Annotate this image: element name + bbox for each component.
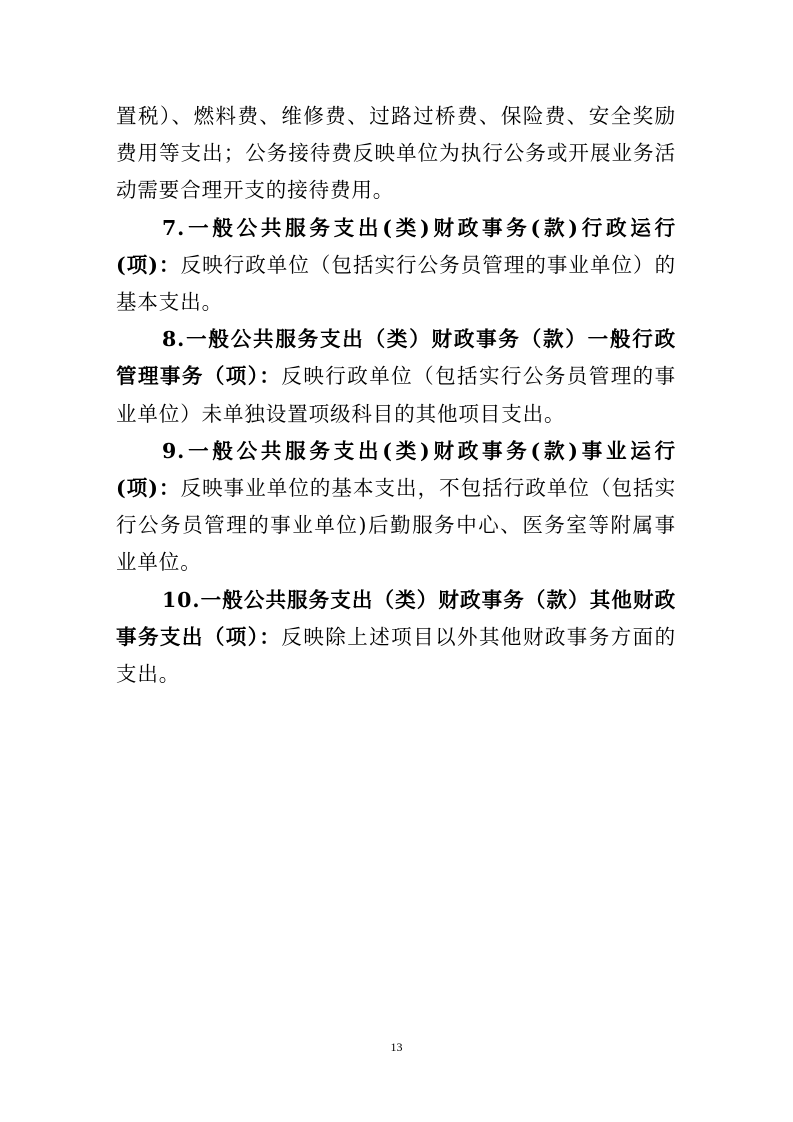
paragraph-item-8 [116,321,676,433]
item-text: 反映事业单位的基本支出，不包括行政单位（包括实行公务员管理的事业单位)后勤服务中心、医务室等附属事业单位。 [116,476,677,575]
item-text: 反映除上述项目以外其他财政事务方面的支出。 [116,624,677,687]
item-text: 反映行政单位（包括实行公务员管理的事业单位）未单独设置项级科目的其他项目支出。 [116,364,677,426]
item-heading: 9.一般公共服务支出(类)财政事务(款)事业运行(项)： [116,438,676,501]
document-body [116,98,676,693]
page-number: 13 [390,1040,403,1054]
paragraph-continuation [116,98,676,210]
paragraph-item-10 [116,582,676,694]
item-heading: 7.一般公共服务支出(类)财政事务(款)行政运行(项)： [116,215,676,277]
item-heading: 10.一般公共服务支出（类）财政事务（款）其他财政事务支出（项）： [116,587,676,649]
item-text: 反映行政单位（包括实行公务员管理的事业单位）的基本支出。 [116,252,677,315]
item-heading: 8.一般公共服务支出（类）财政事务（款）一般行政管理事务（项）： [116,327,676,389]
paragraph-item-9 [116,433,676,582]
paragraph-item-7 [116,210,676,322]
paragraph-text: 置税）、燃料费、维修费、过路过桥费、保险费、安全奖励费用等支出；公务接待费反映单位为执行公务或开展业务活动需要合理开支的接待费用。 [116,104,676,203]
